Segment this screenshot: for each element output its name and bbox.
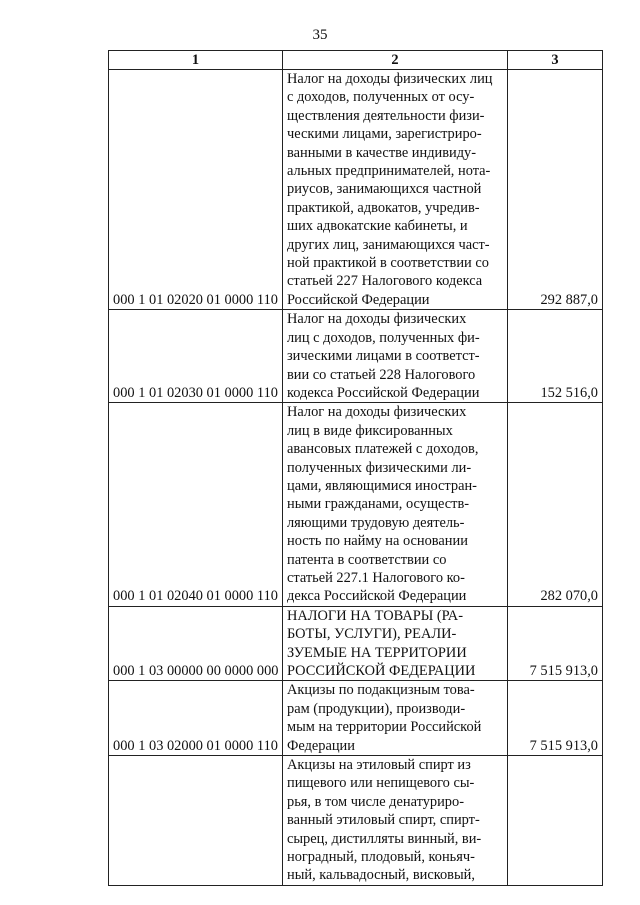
name-line: патента в соответствии со xyxy=(287,551,447,568)
name-line: Акцизы на этиловый спирт из xyxy=(287,757,471,774)
amount-cell: 152 516,0 xyxy=(508,310,603,403)
name-line: Федерации xyxy=(287,737,355,754)
name-line: других лиц, занимающихся част- xyxy=(287,236,490,253)
table-row xyxy=(109,606,603,681)
name-line: НАЛОГИ НА ТОВАРЫ (РА- xyxy=(287,607,463,624)
budget-revenue-table xyxy=(108,50,603,886)
name-line: ванный этиловый спирт, спирт- xyxy=(287,812,480,829)
column-header-3: 3 xyxy=(508,51,603,70)
name-line: с доходов, полученных от осу- xyxy=(287,89,475,106)
budget-code-cell xyxy=(109,756,283,886)
name-line: зическими лицами в соответст- xyxy=(287,348,480,365)
revenue-name-cell xyxy=(283,756,508,886)
name-line: ческими лицами, зарегистриро- xyxy=(287,126,482,143)
name-line: ность по найму на основании xyxy=(287,533,468,550)
name-line: рам (продукции), производи- xyxy=(287,700,466,717)
amount-cell: 7 515 913,0 xyxy=(508,681,603,756)
name-line: практикой, адвокатов, учредив- xyxy=(287,199,480,216)
name-line: полученных физическими ли- xyxy=(287,459,472,476)
name-line: авансовых платежей с доходов, xyxy=(287,441,479,458)
name-line: ной практикой в соответствии со xyxy=(287,255,489,272)
name-line: декса Российской Федерации xyxy=(287,588,467,605)
table-row xyxy=(109,756,603,886)
name-line: Налог на доходы физических лиц xyxy=(287,71,493,87)
budget-code-cell: 000 1 01 02030 01 0000 110 xyxy=(109,310,283,403)
budget-code-cell: 000 1 01 02020 01 0000 110 xyxy=(109,70,283,310)
amount-cell: 7 515 913,0 xyxy=(508,606,603,681)
name-line: Налог на доходы физических xyxy=(287,404,467,421)
revenue-name-cell xyxy=(283,606,508,681)
table-row xyxy=(109,681,603,756)
table-header-row xyxy=(109,51,603,70)
name-line: ными гражданами, осуществ- xyxy=(287,496,470,513)
budget-code-cell: 000 1 03 02000 01 0000 110 xyxy=(109,681,283,756)
name-line: сырец, дистилляты винный, ви- xyxy=(287,830,482,847)
name-line: Налог на доходы физических xyxy=(287,311,467,328)
revenue-name-cell xyxy=(283,70,508,310)
name-line: альных предпринимателей, нота- xyxy=(287,163,491,180)
amount-cell xyxy=(508,756,603,886)
name-line: ный, кальвадосный, висковый, xyxy=(287,867,475,884)
budget-code-cell: 000 1 03 00000 00 0000 000 xyxy=(109,606,283,681)
column-header-1: 1 xyxy=(109,51,283,70)
name-line: статьей 227.1 Налогового ко- xyxy=(287,569,465,586)
name-line: ших адвокатские кабинеты, и xyxy=(287,218,468,235)
name-line: ляющими трудовую деятель- xyxy=(287,514,465,531)
revenue-name-cell xyxy=(283,681,508,756)
table-row xyxy=(109,403,603,606)
name-line: РОССИЙСКОЙ ФЕДЕРАЦИИ xyxy=(287,663,476,679)
table-row xyxy=(109,310,603,403)
revenue-name-cell xyxy=(283,403,508,606)
name-line: лиц в виде фиксированных xyxy=(287,422,453,439)
revenue-name-cell xyxy=(283,310,508,403)
name-line: рья, в том числе денатуриро- xyxy=(287,793,464,810)
table-row xyxy=(109,70,603,310)
name-line: цами, являющимися иностран- xyxy=(287,477,477,494)
name-line: кодекса Российской Федерации xyxy=(287,384,480,401)
name-line: Акцизы по подакцизным това- xyxy=(287,682,475,699)
name-line: ванными в качестве индивиду- xyxy=(287,144,477,161)
amount-cell: 292 887,0 xyxy=(508,70,603,310)
name-line: лиц с доходов, полученных фи- xyxy=(287,329,480,346)
name-line: ществления деятельности физи- xyxy=(287,107,485,124)
name-line: статьей 227 Налогового кодекса xyxy=(287,273,483,290)
name-line: риусов, занимающихся частной xyxy=(287,181,482,198)
page-number: 35 xyxy=(312,27,328,43)
name-line: вии со статьей 228 Налогового xyxy=(287,366,476,383)
name-line: ЗУЕМЫЕ НА ТЕРРИТОРИИ xyxy=(287,644,467,661)
amount-cell: 282 070,0 xyxy=(508,403,603,606)
column-header-2: 2 xyxy=(283,51,508,70)
name-line: ноградный, плодовый, коньяч- xyxy=(287,849,475,866)
budget-code-cell: 000 1 01 02040 01 0000 110 xyxy=(109,403,283,606)
name-line: пищевого или непищевого сы- xyxy=(287,775,475,792)
name-line: БОТЫ, УСЛУГИ), РЕАЛИ- xyxy=(287,626,457,643)
name-line: Российской Федерации xyxy=(287,291,430,308)
name-line: мым на территории Российской xyxy=(287,719,482,736)
